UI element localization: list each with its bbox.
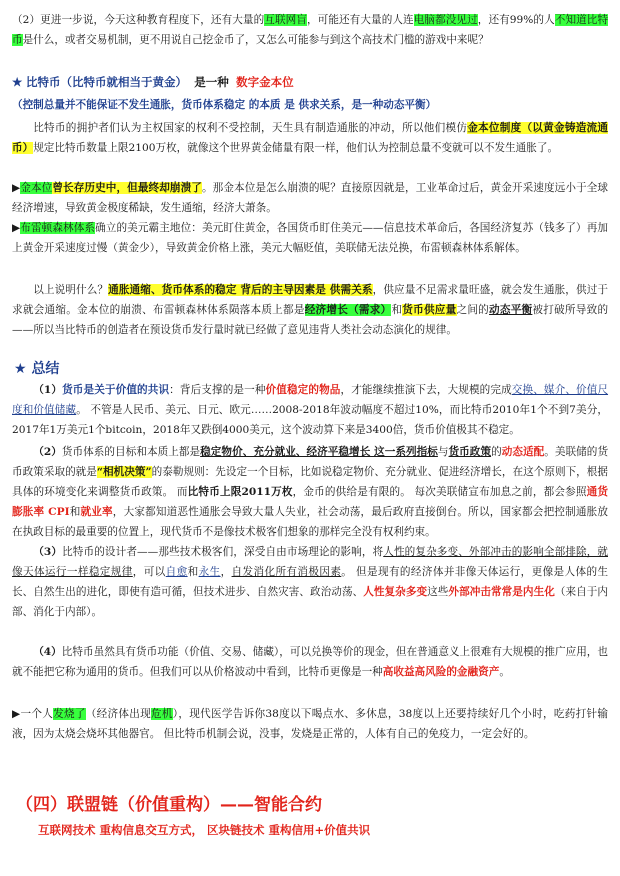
policy-goals-underlined: 稳定物价、充分就业、经济平稳增长 这一系列指标 [200, 446, 438, 458]
text: 。美联储的货币政策采取的就是 [12, 446, 609, 478]
text: （来自于内部、消化于内部）。 [12, 586, 609, 618]
text: 和 [187, 566, 199, 578]
self-digest-underlined: 自发消化所有消极因素 [231, 566, 342, 578]
text: ，供应量不足需求量旺盛，就会发生通胀，供过于求就会通缩。金本位的崩溃、布雷顿森林体系陨落本质上都是 [12, 284, 609, 316]
summary-point-1 [12, 380, 608, 440]
dynamic-balance-underlined: 动态平衡 [489, 304, 533, 316]
text: 确立的美元霸主地位：美元盯住黄金，各国货币盯住美元——信息技术革命后，各国经济复苏（钱多了）再加上黄金开采速度过慢（黄金少），导致黄金价格上涨，美元大幅贬值，美联储无法兑换，布雷顿森林体系解体。 [12, 222, 608, 254]
text: 之间的 [456, 304, 490, 316]
bitcoin-cap: 比特币上限2011万枚 [187, 486, 293, 498]
highlight-fever: 发烧了 [53, 708, 86, 720]
text: 以上说明什么？ [33, 284, 109, 296]
point-number: （2） [33, 446, 62, 458]
digital-gold-standard: 数字金本位 [236, 75, 294, 89]
highlight-never-seen-computer: 电脑都没见过 [413, 14, 478, 26]
stable-value-item: 价值稳定的物品 [265, 384, 341, 396]
highlight-supply-demand: 通胀通缩、货币体系的稳定 背后的主导因素是 供需关系 [108, 284, 373, 296]
text: 。 [499, 666, 510, 678]
highlight-dont-know-bitcoin: 不知道比特币 [12, 14, 609, 46]
text: （2）更进一步说，今天这种教育程度下，还有大量的 [12, 14, 265, 26]
note-dynamic-balance: （控制总量并不能保证不发生通胀，货币体系稳定 的本质 是 供求关系，是一种动态平衡） [12, 99, 437, 111]
highlight-crisis: 危机 [150, 708, 173, 720]
bitcoin-heading [12, 72, 608, 92]
text: ，可能还有大量的人连 [306, 14, 414, 26]
text: 是一种 [194, 75, 229, 89]
summary-point-4 [12, 642, 608, 682]
text: 比特币虽然具有货币功能（价值、交易、储藏），可以兑换等价的现金，但在普通意义上很难有大规模的推广应用，也就不能把它称为通用的货币。但我们可以从价格波动中看到，比特币更像是一种 [12, 646, 609, 678]
text: （经济体出现 [85, 708, 151, 720]
text: 的泰勒规则：先设定一个目标，比如说稳定物价、充分就业、促进经济增长，在这个原则下，根据具体的环境变化来调整货币政策。 而 [12, 466, 609, 498]
paragraph-bretton-woods [12, 218, 608, 258]
section-4-title: （四）联盟链（价值重构）——智能合约 [16, 795, 322, 815]
paragraph-gold-collapse [12, 178, 608, 218]
paragraph-supply-demand [12, 280, 608, 340]
inflation-cpi: 通货膨胀率 CPI [12, 486, 609, 518]
highlight-discretionary-policy: “相机决策” [96, 466, 152, 478]
text: ：背后支撑的是一种 [169, 384, 266, 396]
text: 货币体系的目标和本质上都是 [61, 446, 201, 458]
summary-point-2 [12, 442, 608, 542]
text: 。 不管是人民币、美元、日元、欧元……2008-2018年波动幅度不超过10%，而比特币2010年1个不到7美分，2017年1万美元1个bitcoin，2018年又跌倒4000美元，这个波动算下来是3400倍，货币价值极其不稳定。 [12, 404, 608, 436]
highlight-gold-standard: 金本位 [20, 182, 53, 194]
point-number: （3） [33, 546, 63, 558]
summary-heading [14, 358, 59, 378]
highlight-economic-growth: 经济增长（需求） [304, 304, 392, 316]
celestial-stability-underlined: 人性的复杂多变、外部冲击的影响全部排除，就像天体运行一样稳定规律 [12, 546, 608, 578]
highlight-bretton-woods: 布雷顿森林体系 [20, 222, 96, 234]
text: ， [220, 566, 232, 578]
text: 被打破所导致的——所以当比特币的创造者在预设货币发行量时就已经做了意见违背人类社会动态演化的规律。 [12, 304, 609, 336]
text: 一个人 [20, 708, 54, 720]
dynamic-adaptation: 动态适配 [501, 446, 545, 458]
self-healing: 自愈 [165, 566, 188, 578]
arrow-icon: ▶ [12, 182, 21, 194]
highlight-collapsed: 曾长存历史中，但最终却崩溃了 [52, 182, 202, 194]
external-shock-internalized: 外部冲击常常是内生化 [448, 586, 555, 598]
text: 比特币的设计者——那些技术极客们，深受自由市场理论的影响，将 [62, 546, 384, 558]
summary-heading-label: 总结 [31, 361, 60, 377]
text: ，可以 [132, 566, 166, 578]
text: 货币是关于价值的共识 [62, 384, 170, 396]
text: ，还有99%的人 [477, 14, 555, 26]
high-risk-asset: 高收益高风险的金融资产 [382, 666, 500, 678]
money-functions-underlined: 交换、媒介、价值尺度和价值储藏 [12, 384, 609, 416]
text: 这些 [427, 586, 449, 598]
text: 和 [391, 304, 403, 316]
bitcoin-heading-label: 比特币（比特币就相当于黄金） [25, 75, 187, 89]
paragraph-gold-standard [12, 118, 608, 158]
point-number: （1） [33, 384, 63, 396]
text: 和 [69, 506, 81, 518]
arrow-icon: ▶ [12, 222, 21, 234]
highlight-internet-blind: 互联网盲 [264, 14, 307, 26]
arrow-icon: ▶ [12, 708, 21, 720]
summary-point-3 [12, 542, 608, 622]
paragraph-education [12, 10, 608, 50]
star-icon: ★ [14, 361, 27, 377]
text: 的 [491, 446, 502, 458]
human-nature-complex: 人性复杂多变 [363, 586, 428, 598]
text: 。 但是现有的经济体并非像天体运行，更像是人体的生长、自然生出的进化，即使有造可循，但技术进步、自然灾害、政治动荡、 [12, 566, 609, 598]
text: 规定比特币数量上限2100万枚，就像这个世界黄金储量有限一样，他们认为控制总量不变就可以不发生通胀了。 [33, 142, 559, 154]
star-icon: ★ [12, 75, 23, 89]
section-4-subtitle: 互联网技术 重构信息交互方式， 区块链技术 重构信用+价值共识 [38, 823, 371, 837]
highlight-money-supply: 货币供应量 [402, 304, 457, 316]
paragraph-fever-analogy [12, 704, 608, 744]
text: ，才能继续推演下去，大规模的完成 [340, 384, 512, 396]
eternal-life: 永生 [198, 566, 221, 578]
text: 比特币的拥护者们认为主权国家的权利不受控制，天生具有制造通胀的冲动，所以他们模仿 [33, 122, 468, 134]
point-number: （4） [33, 646, 62, 658]
text: 与 [437, 446, 449, 458]
text: 是什么，或者交易机制，更不用说自己挖金币了，又怎么可能参与到这个高技术门槛的游戏中来呢？ [22, 34, 489, 46]
highlight-gold-standard-system: 金本位制度（以黄金铸造流通币） [12, 122, 609, 154]
employment-rate: 就业率 [80, 506, 113, 518]
text: ，金币的供给是有限的。 每次美联储宣布加息之前，都会参照 [292, 486, 587, 498]
monetary-policy-underlined: 货币政策 [448, 446, 492, 458]
text: ，大家都知道恶性通胀会导致大量人失业，社会动荡，最后政府直接倒台。所以，国家都会把控制通胀放在执政目标的最重要的位置上，现代货币不是像技术极客们想象的那样完全没有权利约束。 [12, 506, 609, 538]
text: ），现代医学告诉你38度以下喝点水、多休息，38度以上还要持续好几个小时，吃药打针输液，因为太烧会烧坏其他器官。 但比特币机制会说，没事，发烧是正常的，人体有自己的免疫力，一定会好的。 [12, 708, 609, 740]
text: 。那金本位是怎么崩溃的呢？直接原因就是，工业革命过后，黄金开采速度远小于全球经济增速，导致黄金极度稀缺，发生通缩，经济大萧条。 [12, 182, 609, 214]
